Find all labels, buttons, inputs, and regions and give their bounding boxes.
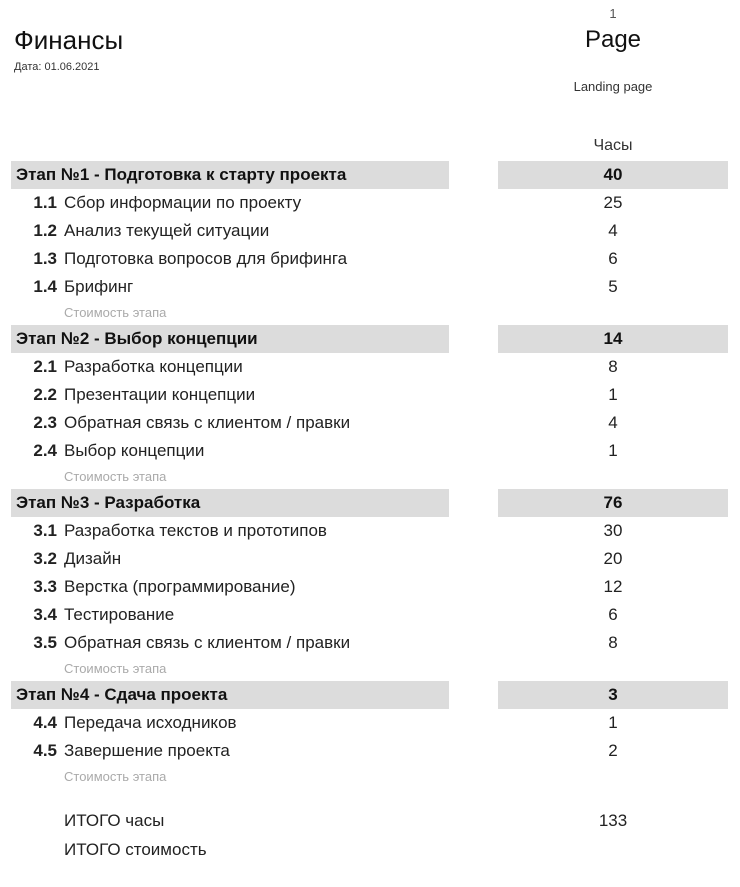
stage-hours: 40 — [603, 165, 623, 184]
task-row — [0, 545, 740, 573]
task-number: 1.3 — [33, 249, 57, 268]
task-row — [0, 273, 740, 301]
task-hours: 4 — [608, 221, 618, 240]
task-row — [0, 189, 740, 217]
stage-cost-label: Стоимость этапа — [64, 661, 167, 676]
page-number: 1 — [609, 6, 617, 21]
total-hours-label: ИТОГО часы — [64, 811, 165, 830]
task-number: 4.5 — [33, 741, 57, 760]
stage-hours: 3 — [608, 685, 618, 704]
task-label: Верстка (программирование) — [64, 577, 296, 596]
task-label: Завершение проекта — [64, 741, 230, 760]
task-hours: 6 — [608, 605, 618, 624]
task-row — [0, 573, 740, 601]
stage-title: Этап №3 - Разработка — [16, 493, 201, 512]
task-label: Брифинг — [64, 277, 134, 296]
task-hours: 8 — [608, 633, 618, 652]
task-number: 3.5 — [33, 633, 57, 652]
task-label: Обратная связь с клиентом / правки — [64, 633, 351, 652]
task-row — [0, 629, 740, 657]
document-date: Дата: 01.06.2021 — [14, 61, 100, 73]
project-name: Landing page — [573, 79, 653, 94]
total-hours-value: 133 — [598, 811, 628, 830]
stage-title: Этап №2 - Выбор концепции — [16, 329, 258, 348]
task-number: 3.3 — [33, 577, 57, 596]
task-number: 1.4 — [33, 277, 57, 296]
stage-hours: 14 — [603, 329, 623, 348]
task-row — [0, 353, 740, 381]
task-hours: 2 — [608, 741, 618, 760]
task-row — [0, 709, 740, 737]
task-hours: 20 — [603, 549, 623, 568]
task-label: Выбор концепции — [64, 441, 205, 460]
task-label: Разработка концепции — [64, 357, 243, 376]
task-label: Разработка текстов и прототипов — [64, 521, 327, 540]
task-hours: 1 — [608, 385, 618, 404]
stage-hours: 76 — [603, 493, 623, 512]
task-number: 1.1 — [33, 193, 57, 212]
task-label: Презентации концепции — [64, 385, 256, 404]
task-number: 2.2 — [33, 385, 57, 404]
task-number: 3.2 — [33, 549, 57, 568]
stage-row — [0, 681, 740, 709]
stage-cost-label: Стоимость этапа — [64, 305, 167, 320]
stage-cost-label: Стоимость этапа — [64, 769, 167, 784]
task-label: Тестирование — [64, 605, 175, 624]
stage-row — [0, 161, 740, 189]
stage-title: Этап №1 - Подготовка к старту проекта — [16, 165, 347, 184]
stage-row — [0, 325, 740, 353]
document-title: Финансы — [14, 25, 124, 55]
task-hours: 8 — [608, 357, 618, 376]
task-number: 3.1 — [33, 521, 57, 540]
task-row — [0, 409, 740, 437]
task-hours: 4 — [608, 413, 618, 432]
task-number: 2.4 — [33, 441, 57, 460]
task-label: Подготовка вопросов для брифинга — [64, 249, 348, 268]
stage-cost-label: Стоимость этапа — [64, 469, 167, 484]
task-label: Анализ текущей ситуации — [64, 221, 270, 240]
task-row — [0, 217, 740, 245]
task-hours: 5 — [608, 277, 618, 296]
task-row — [0, 381, 740, 409]
task-number: 2.3 — [33, 413, 57, 432]
stage-row — [0, 489, 740, 517]
task-number: 4.4 — [33, 713, 57, 732]
task-row — [0, 737, 740, 765]
task-label: Обратная связь с клиентом / правки — [64, 413, 351, 432]
task-label: Сбор информации по проекту — [64, 193, 302, 212]
task-number: 2.1 — [33, 357, 57, 376]
task-row — [0, 245, 740, 273]
page-name: Page — [584, 26, 642, 53]
task-row — [0, 601, 740, 629]
hours-column-header: Часы — [593, 137, 633, 154]
stage-title: Этап №4 - Сдача проекта — [16, 685, 228, 704]
task-hours: 1 — [608, 441, 618, 460]
task-row — [0, 517, 740, 545]
task-number: 3.4 — [33, 605, 57, 624]
task-number: 1.2 — [33, 221, 57, 240]
task-hours: 30 — [603, 521, 623, 540]
total-cost-label: ИТОГО стоимость — [64, 840, 207, 859]
task-hours: 6 — [608, 249, 618, 268]
task-hours: 12 — [603, 577, 623, 596]
task-row — [0, 437, 740, 465]
task-label: Дизайн — [64, 549, 122, 568]
task-label: Передача исходников — [64, 713, 237, 732]
task-hours: 1 — [608, 713, 618, 732]
task-hours: 25 — [603, 193, 623, 212]
